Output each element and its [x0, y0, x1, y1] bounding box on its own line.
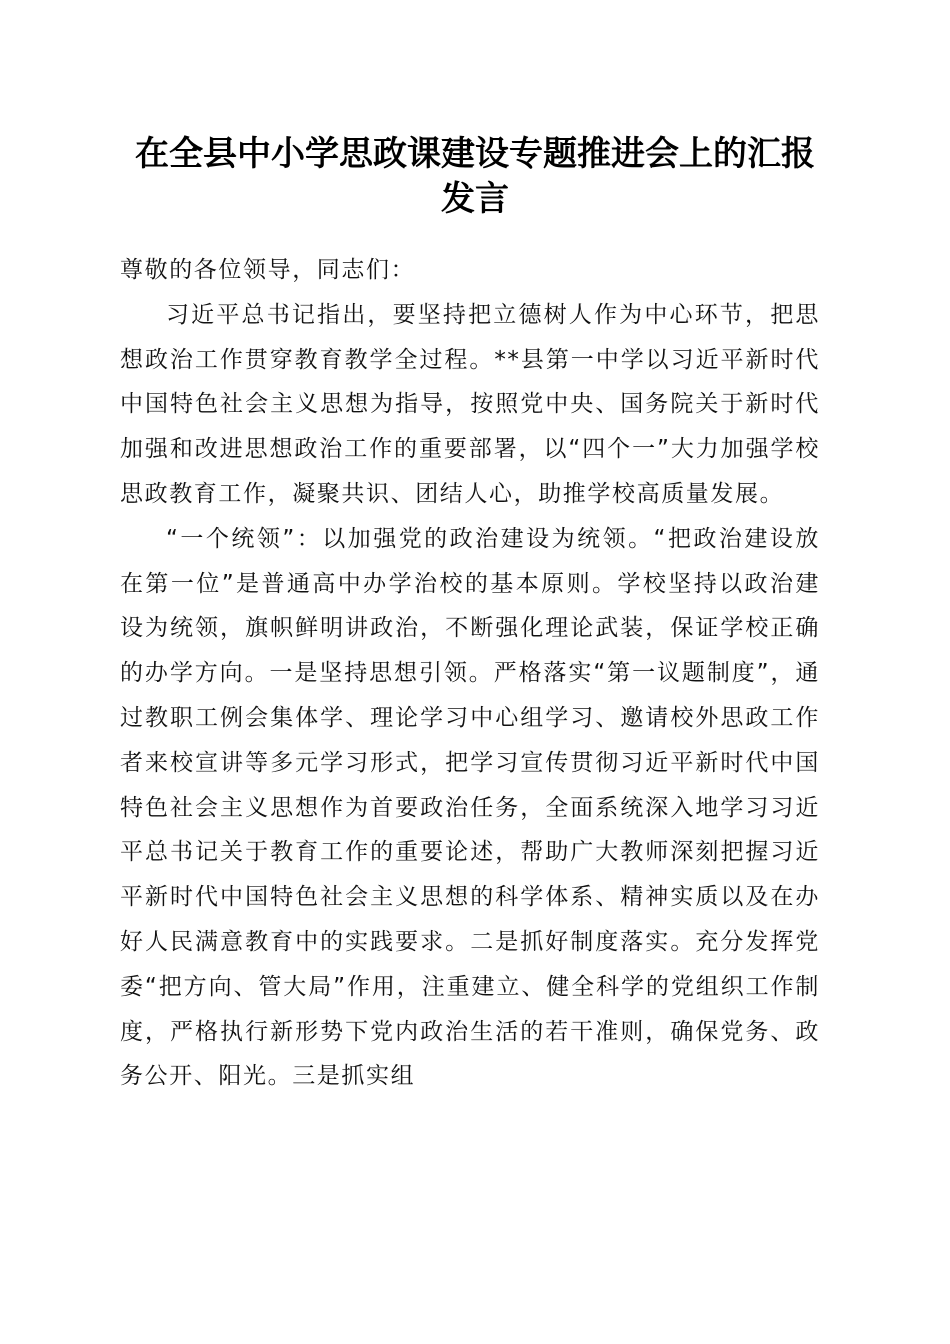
- title-line-1: 在全县中小学思政课建设专题推进会上的汇报: [135, 134, 815, 174]
- title-line-2: 发言: [441, 179, 509, 219]
- document-title: [100, 132, 850, 222]
- document-body: [120, 248, 820, 1099]
- salutation: 尊敬的各位领导，同志们：: [120, 257, 416, 283]
- paragraph-2: “一个统领”：以加强党的政治建设为统领。“把政治建设放在第一位”是普通高中办学治校的基本原则。学校坚持以政治建设为统领，旗帜鲜明讲政治，不断强化理论武装，保证学校正确的办学方向。一是坚持思想引领。严格落实“第一议题制度”，通过教职工例会集体学、理论学习中心组学习、邀请校外思政工作者来校宣讲等多元学习形式，把学习宣传贯彻习近平新时代中国特色社会主义思想作为首要政治任务，全面系统深入地学习习近平总书记关于教育工作的重要论述，帮助广大教师深刻把握习近平新时代中国特色社会主义思想的科学体系、精神实质以及在办好人民满意教育中的实践要求。二是抓好制度落实。充分发挥党委“把方向、管大局”作用，注重建立、健全科学的党组织工作制度，严格执行新形势下党内政治生活的若干准则，确保党务、政务公开、阳光。三是抓实组: [120, 525, 820, 1090]
- paragraph-1: 习近平总书记指出，要坚持把立德树人作为中心环节，把思想政治工作贯穿教育教学全过程。**县第一中学以习近平新时代中国特色社会主义思想为指导，按照党中央、国务院关于新时代加强和改进思想政治工作的重要部署，以“四个一”大力加强学校思政教育工作，凝聚共识、团结人心，助推学校高质量发展。: [120, 301, 820, 507]
